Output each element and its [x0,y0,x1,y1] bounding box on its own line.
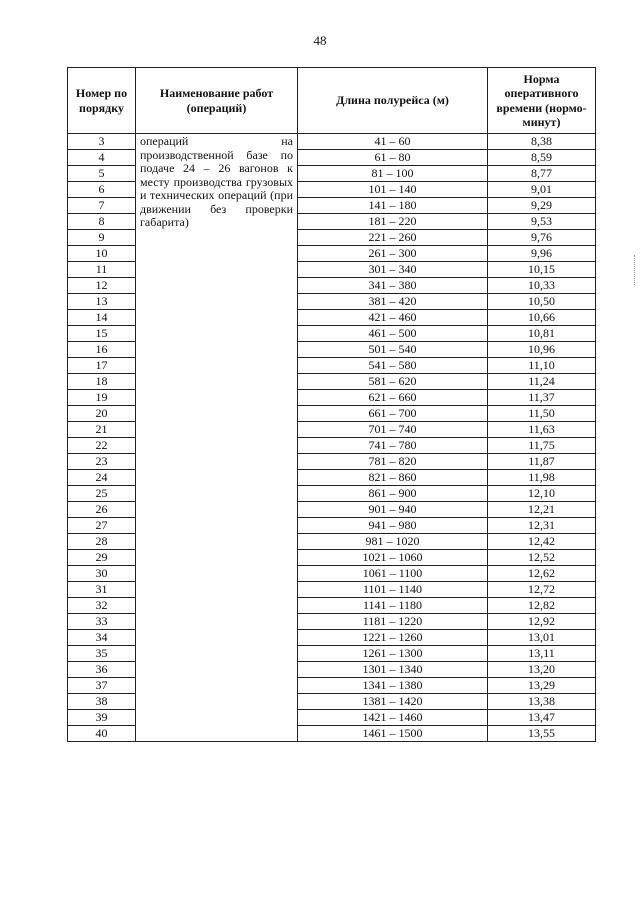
row-number: 22 [68,438,136,454]
row-norm: 8,59 [488,150,596,166]
row-number: 35 [68,646,136,662]
row-norm: 11,87 [488,454,596,470]
row-norm: 12,82 [488,598,596,614]
row-number: 39 [68,710,136,726]
row-norm: 13,20 [488,662,596,678]
row-norm: 12,21 [488,502,596,518]
row-norm: 10,50 [488,294,596,310]
row-length: 941 – 980 [298,518,488,534]
row-length: 701 – 740 [298,422,488,438]
row-norm: 11,50 [488,406,596,422]
row-number: 17 [68,358,136,374]
row-length: 1101 – 1140 [298,582,488,598]
row-norm: 10,33 [488,278,596,294]
row-length: 301 – 340 [298,262,488,278]
row-norm: 11,98 [488,470,596,486]
row-length: 981 – 1020 [298,534,488,550]
row-number: 21 [68,422,136,438]
row-norm: 13,38 [488,694,596,710]
row-number: 19 [68,390,136,406]
row-length: 501 – 540 [298,342,488,358]
operation-description-cell [136,134,298,742]
row-number: 36 [68,662,136,678]
row-length: 1341 – 1380 [298,678,488,694]
row-norm: 13,47 [488,710,596,726]
page-number: 48 [313,33,327,48]
row-number: 31 [68,582,136,598]
row-length: 341 – 380 [298,278,488,294]
row-norm: 10,15 [488,262,596,278]
row-norm: 12,52 [488,550,596,566]
row-number: 3 [68,134,136,150]
row-length: 821 – 860 [298,470,488,486]
row-length: 861 – 900 [298,486,488,502]
row-norm: 12,92 [488,614,596,630]
row-number: 24 [68,470,136,486]
row-length: 1181 – 1220 [298,614,488,630]
row-norm: 11,75 [488,438,596,454]
row-number: 7 [68,198,136,214]
row-number: 16 [68,342,136,358]
row-number: 23 [68,454,136,470]
scan-edge-mark [634,255,636,285]
row-length: 1061 – 1100 [298,566,488,582]
row-number: 30 [68,566,136,582]
header-length: Длина полурейса (м) [298,68,488,134]
operation-description: операций на производственной базе по подаче 24 – 26 вагонов к месту производства грузовых и технических операций (при движении без проверки габарита) [140,134,293,230]
row-norm: 9,53 [488,214,596,230]
row-length: 221 – 260 [298,230,488,246]
row-number: 34 [68,630,136,646]
row-number: 28 [68,534,136,550]
row-length: 581 – 620 [298,374,488,390]
row-length: 421 – 460 [298,310,488,326]
row-number: 32 [68,598,136,614]
row-length: 1421 – 1460 [298,710,488,726]
row-length: 381 – 420 [298,294,488,310]
row-number: 14 [68,310,136,326]
row-number: 9 [68,230,136,246]
row-length: 541 – 580 [298,358,488,374]
row-norm: 11,24 [488,374,596,390]
row-number: 4 [68,150,136,166]
row-norm: 13,29 [488,678,596,694]
row-norm: 8,38 [488,134,596,150]
row-number: 33 [68,614,136,630]
row-norm: 10,96 [488,342,596,358]
row-norm: 12,42 [488,534,596,550]
row-norm: 10,66 [488,310,596,326]
row-norm: 12,10 [488,486,596,502]
row-norm: 12,72 [488,582,596,598]
row-norm: 13,11 [488,646,596,662]
row-norm: 11,63 [488,422,596,438]
row-norm: 11,10 [488,358,596,374]
table-header-row [68,68,596,134]
row-length: 661 – 700 [298,406,488,422]
row-norm: 11,37 [488,390,596,406]
row-number: 15 [68,326,136,342]
row-length: 901 – 940 [298,502,488,518]
row-length: 1221 – 1260 [298,630,488,646]
norms-table [67,67,596,742]
row-number: 12 [68,278,136,294]
row-length: 1021 – 1060 [298,550,488,566]
row-length: 141 – 180 [298,198,488,214]
row-length: 41 – 60 [298,134,488,150]
row-length: 61 – 80 [298,150,488,166]
row-number: 38 [68,694,136,710]
row-number: 25 [68,486,136,502]
row-length: 1261 – 1300 [298,646,488,662]
row-length: 461 – 500 [298,326,488,342]
row-norm: 13,55 [488,726,596,742]
row-norm: 9,76 [488,230,596,246]
row-number: 13 [68,294,136,310]
row-number: 5 [68,166,136,182]
row-number: 20 [68,406,136,422]
row-norm: 9,96 [488,246,596,262]
row-number: 6 [68,182,136,198]
header-norm: Норма оперативного времени (нормо-минут) [488,68,596,134]
row-length: 1461 – 1500 [298,726,488,742]
row-norm: 13,01 [488,630,596,646]
row-length: 1141 – 1180 [298,598,488,614]
row-number: 11 [68,262,136,278]
row-length: 261 – 300 [298,246,488,262]
row-length: 101 – 140 [298,182,488,198]
row-norm: 12,31 [488,518,596,534]
row-number: 40 [68,726,136,742]
row-number: 8 [68,214,136,230]
row-length: 621 – 660 [298,390,488,406]
row-norm: 12,62 [488,566,596,582]
row-number: 18 [68,374,136,390]
row-norm: 9,29 [488,198,596,214]
row-length: 181 – 220 [298,214,488,230]
table-row [68,134,596,150]
header-name: Наименование работ (операций) [136,68,298,134]
row-length: 81 – 100 [298,166,488,182]
row-length: 781 – 820 [298,454,488,470]
row-norm: 9,01 [488,182,596,198]
row-number: 26 [68,502,136,518]
row-number: 29 [68,550,136,566]
row-number: 37 [68,678,136,694]
row-norm: 8,77 [488,166,596,182]
row-number: 10 [68,246,136,262]
header-num: Номер по порядку [68,68,136,134]
row-norm: 10,81 [488,326,596,342]
table-body [68,134,596,742]
row-length: 1381 – 1420 [298,694,488,710]
row-length: 741 – 780 [298,438,488,454]
row-number: 27 [68,518,136,534]
row-length: 1301 – 1340 [298,662,488,678]
